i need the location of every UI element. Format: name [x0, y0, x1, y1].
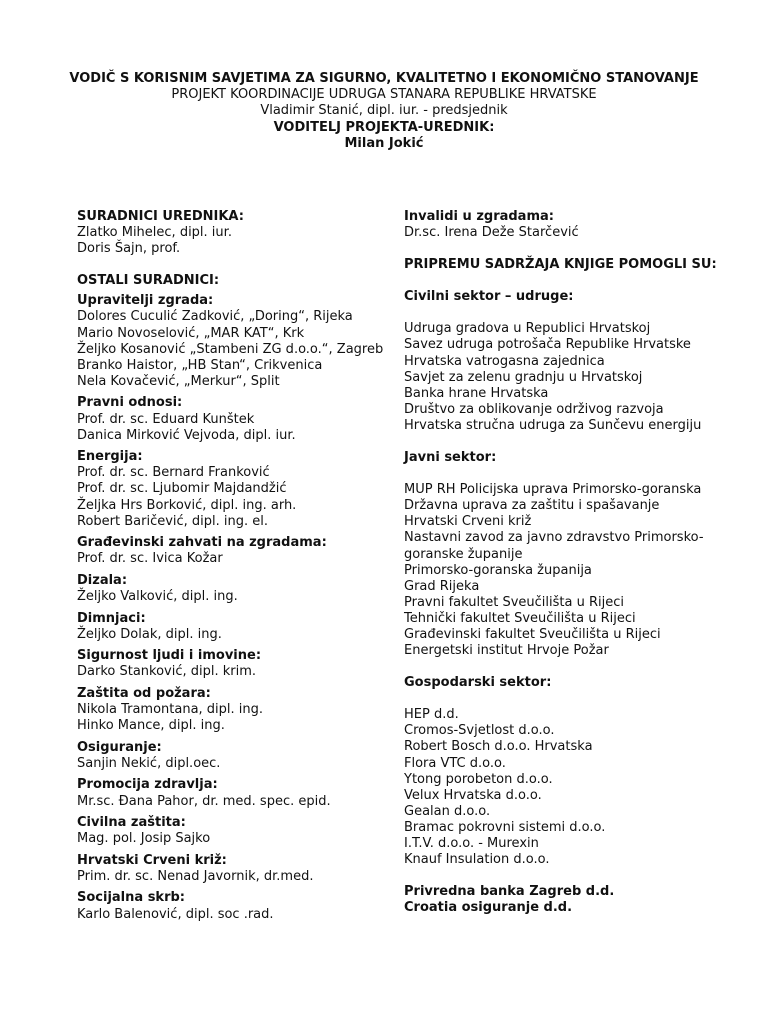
contributor-line: Branko Haistor, „HB Stan“, Crikvenica — [77, 357, 323, 373]
contributor-line: Prim. dr. sc. Nenad Javornik, dr.med. — [77, 868, 314, 884]
section-heading: Osiguranje: — [77, 739, 162, 755]
contributor-line: Dolores Cuculić Zadković, „Doring“, Rijeka — [77, 309, 353, 325]
document-title: VODIČ S KORISNIM SAVJETIMA ZA SIGURNO, KVALITETNO I EKONOMIČNO STANOVANJE — [69, 71, 699, 86]
contributor-line: Mario Novoselović, „MAR KAT“, Krk — [77, 325, 305, 341]
other-contributors-heading: OSTALI SURADNICI: — [77, 273, 220, 289]
civil-org: Hrvatska stručna udruga za Sunčevu energiju — [404, 417, 702, 433]
editor-label: VODITELJ PROJEKTA-UREDNIK: — [273, 120, 495, 135]
editor-assistants-heading: SURADNICI UREDNIKA: — [77, 209, 244, 224]
economic-org: Robert Bosch d.o.o. Hrvatska — [404, 739, 593, 755]
contributor-line: Prof. dr. sc. Ivica Kožar — [77, 551, 223, 567]
contributor-section — [77, 777, 387, 809]
contributor-section — [77, 395, 387, 443]
economic-org: Velux Hrvatska d.o.o. — [404, 787, 542, 803]
section-heading: Promocija zdravlja: — [77, 777, 218, 793]
contributor-section — [77, 449, 387, 529]
disabled-heading: Invalidi u zgradama: — [404, 209, 554, 224]
contributor-line: Karlo Balenović, dipl. soc .rad. — [77, 906, 274, 922]
economic-org: I.T.V. d.o.o. - Murexin — [404, 836, 539, 851]
contributor-section — [77, 573, 387, 605]
civil-org: Društvo za oblikovanje održivog razvoja — [404, 401, 664, 417]
contributor-line: Nikola Tramontana, dipl. ing. — [77, 702, 264, 718]
bank-name: Croatia osiguranje d.d. — [404, 900, 573, 916]
contributor-line: Mag. pol. Josip Sajko — [77, 831, 211, 847]
public-org: Nastavni zavod za javno zdravstvo Primorsko- — [404, 530, 704, 546]
public-org: Pravni fakultet Sveučilišta u Rijeci — [404, 594, 624, 610]
economic-sector-heading: Gospodarski sektor: — [404, 675, 552, 691]
helpers-heading: PRIPREMU SADRŽAJA KNJIGE POMOGLI SU: — [404, 257, 717, 273]
bank-name: Privredna banka Zagreb d.d. — [404, 884, 615, 900]
public-org: Građevinski fakultet Sveučilišta u Rijeci — [404, 626, 661, 642]
section-heading: Građevinski zahvati na zgradama: — [77, 535, 327, 551]
contributor-line: Hinko Mance, dipl. ing. — [77, 718, 225, 734]
economic-org: Knauf Insulation d.o.o. — [404, 852, 550, 868]
editor-assistant: Zlatko Mihelec, dipl. iur. — [77, 225, 232, 241]
contributor-line: Mr.sc. Đana Pahor, dr. med. spec. epid. — [77, 793, 331, 809]
section-heading: Zaštita od požara: — [77, 685, 211, 701]
economic-org: HEP d.d. — [404, 707, 459, 723]
contributor-section — [77, 648, 387, 680]
public-org: Hrvatski Crveni križ — [404, 514, 532, 530]
public-org: Grad Rijeka — [404, 578, 480, 594]
section-heading: Socijalna skrb: — [77, 890, 185, 906]
civil-org: Savez udruga potrošača Republike Hrvatske — [404, 337, 691, 353]
public-org: Tehnički fakultet Sveučilišta u Rijeci — [404, 610, 636, 626]
contributor-line: Robert Baričević, dipl. ing. el. — [77, 513, 269, 529]
contributor-line: Prof. dr. sc. Bernard Franković — [77, 465, 270, 481]
civil-org: Savjet za zelenu gradnju u Hrvatskoj — [404, 369, 643, 385]
contributor-line: Nela Kovačević, „Merkur“, Split — [77, 373, 280, 389]
public-sector-list — [404, 482, 744, 659]
civil-org: Banka hrane Hrvatska — [404, 385, 549, 401]
section-heading: Dimnjaci: — [77, 610, 146, 626]
project-name: PROJEKT KOORDINACIJE UDRUGA STANARA REPUBLIKE HRVATSKE — [171, 87, 597, 102]
editor-assistant: Doris Šajn, prof. — [77, 241, 181, 257]
civil-sector-heading: Civilni sektor – udruge: — [404, 289, 574, 305]
contributor-line: Danica Mirković Vejvoda, dipl. iur. — [77, 427, 296, 443]
contributor-section — [77, 740, 387, 772]
contributor-line: Željka Hrs Borković, dipl. ing. arh. — [77, 497, 297, 513]
contributor-line: Prof. dr. sc. Ljubomir Majdandžić — [77, 481, 287, 497]
economic-sector-list — [404, 707, 744, 868]
contributor-line: Željko Valković, dipl. ing. — [77, 588, 238, 604]
project-president: Vladimir Stanić, dipl. iur. - predsjednik — [260, 103, 508, 118]
contributor-line: Željko Kosanović „Stambeni ZG d.o.o.“, Zagreb — [77, 341, 384, 357]
civil-org: Hrvatska vatrogasna zajednica — [404, 353, 605, 369]
section-heading: Hrvatski Crveni križ: — [77, 852, 227, 868]
economic-org: Cromos-Svjetlost d.o.o. — [404, 723, 555, 739]
section-heading: Civilna zaštita: — [77, 815, 186, 831]
public-org: MUP RH Policijska uprava Primorsko-goranska — [404, 482, 702, 498]
contributor-section — [77, 853, 387, 885]
contributor-line: Darko Stanković, dipl. krim. — [77, 664, 257, 680]
economic-org: Gealan d.o.o. — [404, 803, 491, 819]
section-heading: Dizala: — [77, 572, 128, 588]
document-header — [0, 71, 768, 152]
civil-org: Udruga gradova u Republici Hrvatskoj — [404, 321, 651, 337]
contributor-section — [77, 815, 387, 847]
contributor-line: Prof. dr. sc. Eduard Kunštek — [77, 411, 255, 427]
public-org: goranske županije — [404, 546, 523, 562]
public-org: Državna uprava za zaštitu i spašavanje — [404, 498, 660, 514]
disabled-line: Dr.sc. Irena Deže Starčević — [404, 225, 579, 241]
contributor-sections — [77, 293, 387, 922]
contributor-section — [77, 611, 387, 643]
section-heading: Upravitelji zgrada: — [77, 293, 214, 309]
editor-name: Milan Jokić — [344, 136, 424, 151]
right-column — [404, 209, 744, 916]
public-org: Primorsko-goranska županija — [404, 562, 592, 578]
public-sector-heading: Javni sektor: — [404, 450, 497, 466]
section-heading: Pravni odnosi: — [77, 395, 183, 411]
contributor-line: Sanjin Nekić, dipl.oec. — [77, 755, 221, 771]
contributor-section — [77, 686, 387, 734]
section-heading: Sigurnost ljudi i imovine: — [77, 648, 262, 664]
civil-sector-list — [404, 321, 744, 434]
contributor-section — [77, 293, 387, 390]
economic-org: Ytong porobeton d.o.o. — [404, 771, 553, 787]
contributor-section — [77, 535, 387, 567]
economic-org: Bramac pokrovni sistemi d.o.o. — [404, 819, 606, 835]
section-heading: Energija: — [77, 449, 143, 465]
left-column — [77, 209, 387, 928]
contributor-section — [77, 890, 387, 922]
economic-org: Flora VTC d.o.o. — [404, 755, 506, 771]
public-org: Energetski institut Hrvoje Požar — [404, 643, 609, 659]
contributor-line: Željko Dolak, dipl. ing. — [77, 626, 222, 642]
